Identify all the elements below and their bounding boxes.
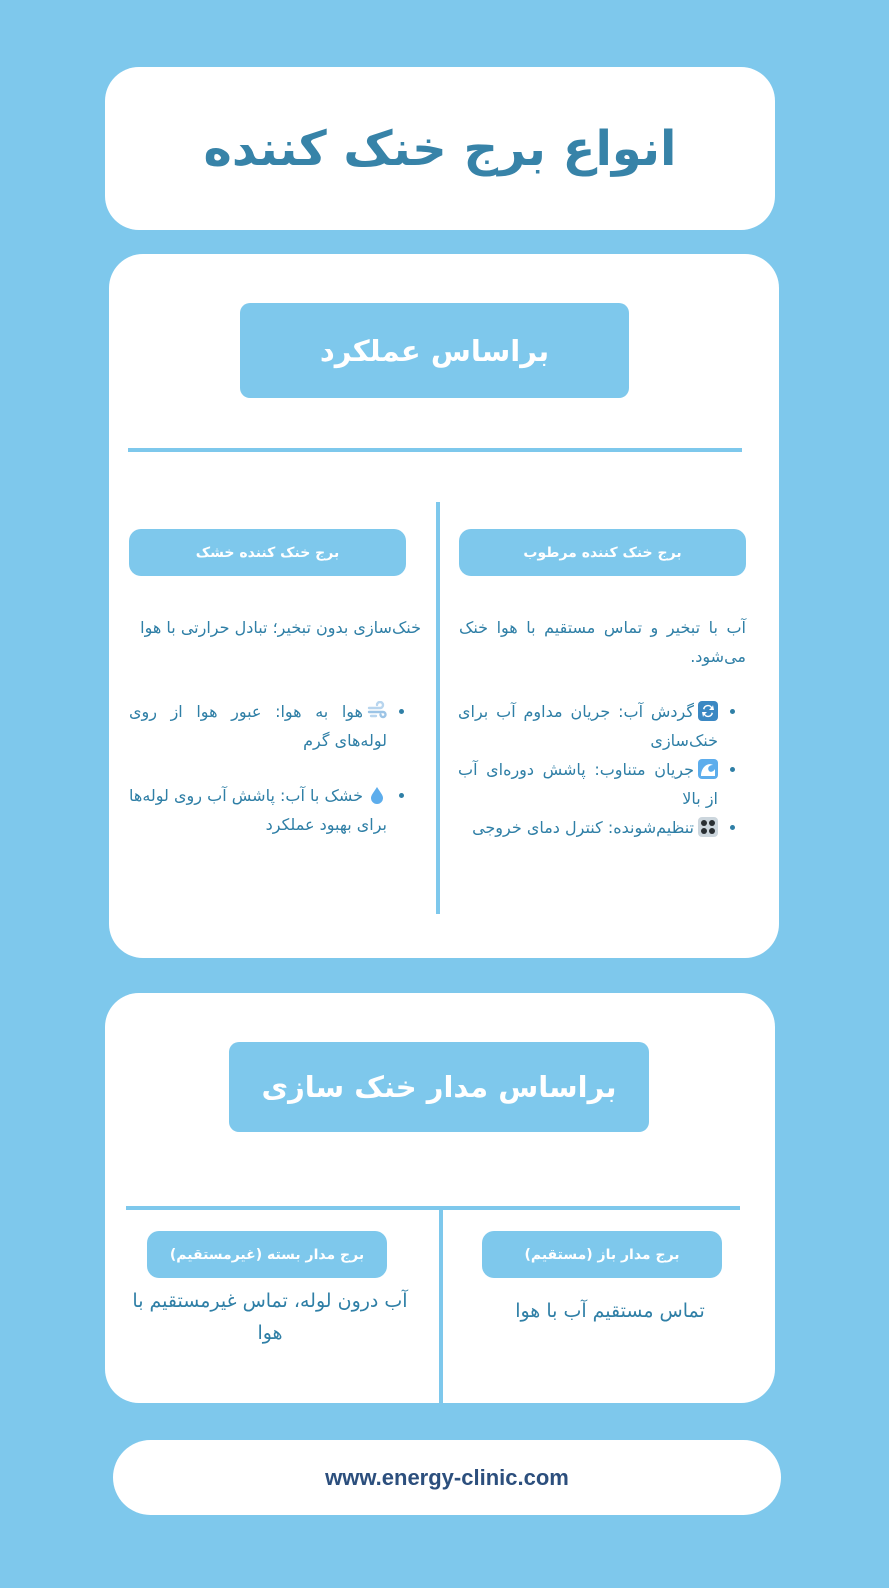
- list-item: [458, 697, 718, 755]
- dry-tower-description: خنک‌سازی بدون تبخیر؛ تبادل حرارتی با هوا: [140, 618, 421, 637]
- closed-circuit-description: آب درون لوله، تماس غیرمستقیم با هوا: [132, 1290, 408, 1344]
- wet-item-text: گردش آب: جریان مداوم آب برای خنک‌سازی: [458, 702, 718, 750]
- wet-tower-list: [458, 697, 746, 842]
- section-divider: [126, 1206, 740, 1210]
- wet-item-text: جریان متناوب: پاشش دوره‌ای آب از بالا: [458, 760, 718, 808]
- functional-section-card: [109, 254, 779, 958]
- dry-tower-label: برج خنک کننده خشک: [129, 529, 406, 576]
- control-knobs-icon: [698, 817, 718, 837]
- list-item: [129, 781, 387, 839]
- wet-tower-label: برج خنک کننده مرطوب: [459, 529, 746, 576]
- wet-item-text: تنظیم‌شونده: کنترل دمای خروجی: [472, 818, 694, 837]
- dry-item-text: خشک با آب: پاشش آب روی لوله‌ها برای بهبود عملکرد: [129, 786, 387, 834]
- functional-heading: براساس عملکرد: [240, 303, 629, 398]
- section-divider: [128, 448, 742, 452]
- footer-card: [113, 1440, 781, 1515]
- open-circuit-label: برج مدار باز (مستقیم): [482, 1231, 722, 1278]
- wind-icon: [367, 701, 387, 721]
- wet-tower-description: آب با تبخیر و تماس مستقیم با هوا خنک می‌شود.: [459, 618, 746, 666]
- website-link[interactable]: www.energy-clinic.com: [325, 1464, 569, 1490]
- dry-tower-list: [129, 697, 415, 839]
- column-divider: [439, 1206, 443, 1403]
- wave-icon: [698, 759, 718, 779]
- droplet-icon: [367, 785, 387, 805]
- cycle-icon: [698, 701, 718, 721]
- dry-item-text: هوا به هوا: عبور هوا از روی لوله‌های گرم: [129, 702, 387, 750]
- list-item: [129, 697, 387, 755]
- closed-circuit-label: برج مدار بسته (غیرمستقیم): [147, 1231, 387, 1278]
- title-card: [105, 67, 775, 230]
- page-title: انواع برج خنک کننده: [203, 120, 677, 177]
- column-divider: [436, 502, 440, 914]
- circuit-section-card: [105, 993, 775, 1403]
- open-circuit-description: تماس مستقیم آب با هوا: [515, 1300, 705, 1322]
- circuit-heading: براساس مدار خنک سازی: [229, 1042, 649, 1132]
- list-item: [458, 813, 718, 842]
- list-item: [458, 755, 718, 813]
